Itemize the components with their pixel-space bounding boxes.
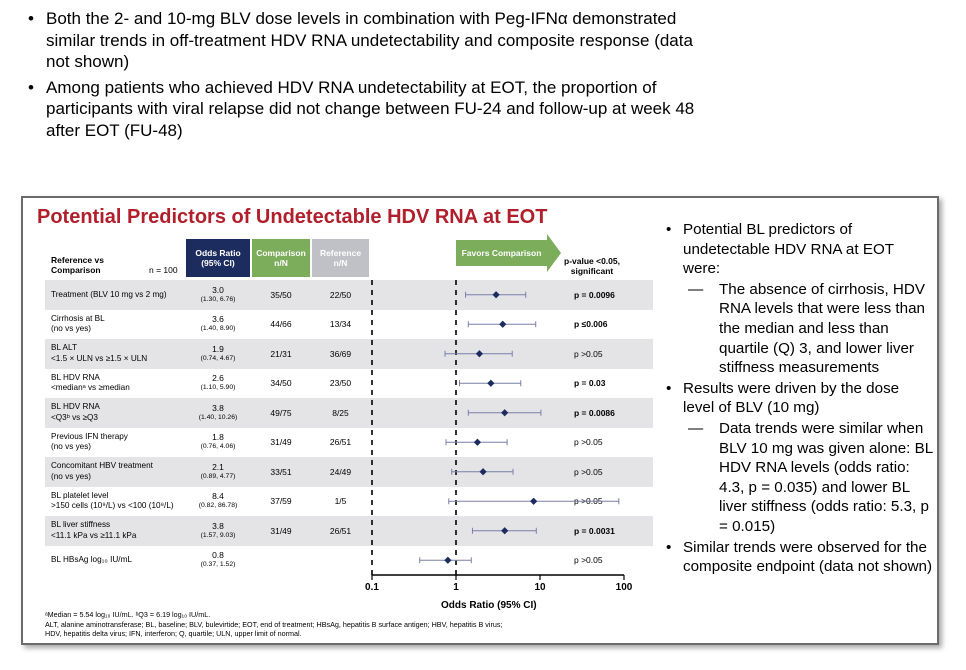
odds-ratio-marker	[476, 350, 483, 357]
reference-count: 26/51	[329, 437, 352, 448]
comparison-count: 31/49	[270, 525, 292, 536]
reference-count: 22/50	[329, 289, 352, 300]
top-bullet-list	[28, 8, 708, 145]
predictor-label-line2: <medianᵃ vs ≥median	[51, 383, 130, 393]
p-value: p >0.05	[574, 496, 603, 507]
confidence-interval: (1.57, 9.03)	[200, 531, 236, 539]
comparison-count: 31/49	[270, 437, 292, 448]
favors-comparison-arrow: Favors Comparison	[456, 240, 547, 266]
predictor-label-line2: <1.5 × ULN vs ≥1.5 × ULN	[51, 353, 148, 363]
confidence-interval: (1.30, 6.76)	[200, 295, 236, 303]
right-bullet: • Potential BL predictors of undetectable HDV RNA at EOT were:	[663, 220, 933, 279]
odds-ratio-value: 8.4	[212, 491, 224, 502]
confidence-interval: (1.40, 8.90)	[200, 325, 236, 333]
p-value: p = 0.0031	[574, 525, 615, 536]
p-value: p >0.05	[574, 466, 603, 477]
reference-count: 26/51	[329, 525, 352, 536]
panel-title: Potential Predictors of Undetectable HDV RNA at EOT	[37, 206, 548, 228]
comparison-header-line2: n/N	[274, 258, 288, 268]
predictor-label-line2: (no vs yes)	[51, 324, 92, 334]
top-bullet-1: • Both the 2- and 10-mg BLV dose levels in combination with Peg-IFNα demonstrated similar trends in off-treatment HDV RNA undetectability and composite response (data not shown)	[28, 8, 708, 73]
reference-header-line2: Comparison	[51, 265, 101, 275]
confidence-interval: (0.82, 86.78)	[198, 502, 238, 510]
x-axis-label: Odds Ratio (95% CI)	[441, 600, 537, 611]
odds-ratio-marker	[492, 291, 499, 298]
right-bullet: • Similar trends were observed for the composite endpoint (data not shown)	[663, 538, 933, 577]
confidence-interval: (0.89, 4.77)	[200, 472, 236, 480]
sample-size-label: n = 100	[149, 265, 178, 275]
p-value: p = 0.0096	[574, 289, 615, 300]
predictor-label-line2: <Q3ᵇ vs ≥Q3	[51, 412, 98, 422]
reference-count: 24/49	[329, 466, 352, 477]
right-sub-bullet: — Data trends were similar when BLV 10 mg was given alone: BL HDV RNA levels (odds ratio: 4.3, p = 0.035) and lower BL liver stiffness (odds ratio: 5.3, p = 0.015)	[663, 419, 933, 537]
comparison-count: 21/31	[270, 348, 292, 359]
odds-ratio-value: 1.8	[212, 432, 224, 443]
predictor-label-line2: <11.1 kPa vs ≥11.1 kPa	[51, 530, 137, 540]
p-value: p >0.05	[574, 348, 603, 359]
predictor-label-line1: Treatment (BLV 10 mg vs 2 mg)	[51, 289, 167, 299]
comparison-count: 49/75	[270, 407, 292, 418]
odds-ratio-marker	[474, 439, 481, 446]
reference-count: 36/69	[329, 348, 352, 359]
p-value: p ≤0.006	[574, 319, 608, 330]
footnote-line-3: HDV, hepatitis delta virus; IFN, interferon; Q, quartile; ULN, upper limit of normal.	[45, 629, 302, 639]
predictor-label-line1: BL liver stiffness	[51, 520, 111, 530]
comparison-header-line1: Comparison	[256, 248, 306, 258]
predictor-label-line1: Concomitant HBV treatment	[51, 461, 153, 471]
confidence-interval: (0.74, 4.67)	[200, 354, 236, 362]
forest-plot-panel	[21, 196, 939, 645]
predictor-label-line2: >150 cells (10⁹/L) vs <100 (10⁹/L)	[51, 501, 174, 511]
predictor-label-line1: BL HDV RNA	[51, 372, 100, 382]
odds-ratio-marker	[444, 557, 451, 564]
reference-count: 8/25	[332, 407, 349, 418]
x-tick-label: 100	[615, 582, 633, 593]
top-bullet-2: • Among patients who achieved HDV RNA undetectability at EOT, the proportion of participants with viral relapse did not change between FU-24 and follow-up at week 48 after EOT (FU-48)	[28, 77, 708, 142]
odds-ratio-marker	[501, 527, 508, 534]
reference-count: 23/50	[329, 378, 352, 389]
reference-header-line1: Reference vs	[51, 255, 104, 265]
predictor-label-line2: (no vs yes)	[51, 442, 92, 452]
reference-count: 1/5	[334, 496, 347, 507]
p-value: p >0.05	[574, 437, 603, 448]
comparison-count: 35/50	[270, 289, 292, 300]
odds-ratio-value: 3.8	[212, 402, 224, 413]
x-tick-label: 10	[534, 582, 546, 593]
reference-count: 13/34	[329, 319, 352, 330]
reference-col-header-line1: Reference	[319, 248, 362, 258]
x-tick-label: 0.1	[365, 582, 379, 593]
pvalue-header-line2: significant	[570, 266, 614, 276]
comparison-count: 34/50	[270, 378, 292, 389]
footnote-line-1: ᵃMedian = 5.54 log₁₀ IU/mL. ᵇQ3 = 6.19 log₁₀ IU/mL.	[45, 610, 211, 619]
odds-ratio-value: 2.1	[212, 461, 224, 472]
footnote	[45, 610, 645, 639]
footnote-line-2: ALT, alanine aminotransferase; BL, baseline; BLV, bulevirtide; EOT, end of treatment; HBsAg, hepatitis B surface antigen; HBV, hepatitis B virus;	[45, 619, 503, 629]
right-bullet-list	[663, 220, 933, 578]
odds-ratio-value: 3.6	[212, 314, 224, 325]
odds-ratio-value: 3.0	[212, 284, 224, 295]
odds-ratio-marker	[501, 409, 508, 416]
odds-ratio-header-line2: (95% CI)	[201, 258, 235, 268]
p-value: p >0.05	[574, 555, 603, 566]
confidence-interval: (0.37, 1.52)	[200, 561, 236, 569]
comparison-count: 44/66	[270, 319, 292, 330]
predictor-label-line1: BL platelet level	[51, 490, 109, 500]
predictor-label-line1: BL ALT	[51, 343, 77, 353]
p-value: p = 0.03	[574, 378, 606, 389]
predictor-label-line1: BL HDV RNA	[51, 402, 100, 412]
predictor-label-line1: Cirrhosis at BL	[51, 313, 105, 323]
comparison-count: 37/59	[270, 496, 292, 507]
confidence-interval: (0.76, 4.06)	[200, 443, 236, 451]
pvalue-header-line1: p-value <0.05,	[564, 256, 620, 266]
right-bullet: • Results were driven by the dose level of BLV (10 mg)	[663, 379, 933, 418]
odds-ratio-marker	[479, 468, 486, 475]
predictor-label-line2: (no vs yes)	[51, 471, 92, 481]
x-tick-label: 1	[453, 582, 459, 593]
confidence-interval: (1.10, 5.90)	[200, 384, 236, 392]
odds-ratio-header-line1: Odds Ratio	[195, 248, 241, 258]
confidence-interval: (1.40, 10.26)	[198, 413, 238, 421]
odds-ratio-marker	[530, 498, 537, 505]
comparison-count: 33/51	[270, 466, 292, 477]
odds-ratio-value: 0.8	[212, 550, 224, 561]
reference-col-header-line2: n/N	[333, 258, 348, 268]
predictor-label-line1: Previous IFN therapy	[51, 431, 128, 441]
odds-ratio-marker	[487, 380, 494, 387]
p-value: p = 0.0086	[574, 407, 615, 418]
predictor-label-line1: BL HBsAg log₁₀ IU/mL	[51, 555, 132, 564]
odds-ratio-value: 3.8	[212, 520, 224, 531]
odds-ratio-value: 1.9	[212, 343, 224, 354]
right-sub-bullet: — The absence of cirrhosis, HDV RNA levels that were less than the median and less than quartile (Q) 3, and lower liver stiffness measurements	[663, 280, 933, 378]
odds-ratio-marker	[499, 321, 506, 328]
odds-ratio-value: 2.6	[212, 373, 224, 384]
